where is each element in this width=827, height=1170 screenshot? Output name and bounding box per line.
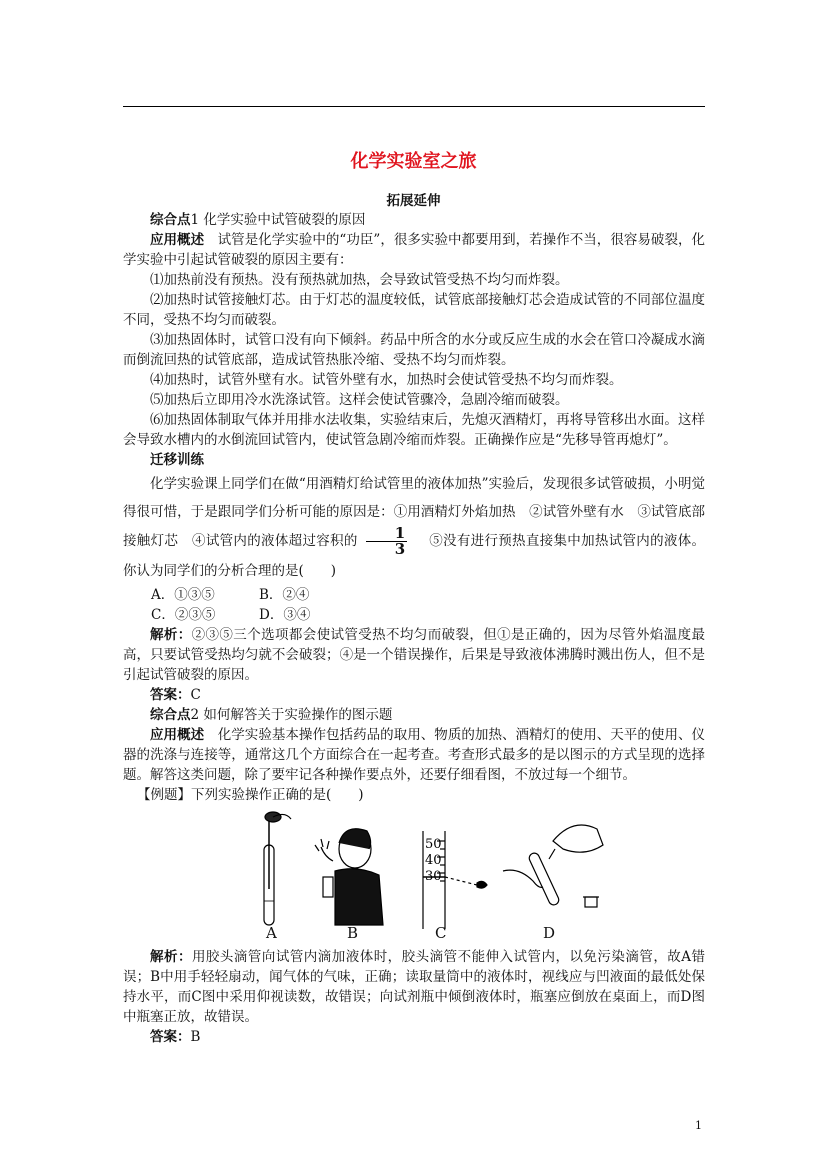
section1-point: ⑴加热前没有预热。没有预热就加热，会导致试管受热不均匀而炸裂。 xyxy=(150,272,569,288)
section1-point: ⑶加热固体时，试管口没有向下倾斜。药品中所含的水分或反应生成的水会在管口冷凝成水滴而倒流回热的试管底部，造成试管热胀冷缩、受热不均匀而炸裂。 xyxy=(123,332,705,368)
fraction-one-third: $\frac{1}{3}$ xyxy=(366,526,407,557)
illustration-b-smelling xyxy=(315,829,383,925)
cylinder-tick-40: 40 xyxy=(425,853,442,868)
option-b: B．②④ xyxy=(259,587,310,603)
option-a: A．①③⑤ xyxy=(151,587,215,603)
figure-label-d: D xyxy=(543,924,556,942)
section2-heading: 综合点2 如何解答关于实验操作的图示题 xyxy=(150,707,393,723)
section2-analysis: 解析：用胶头滴管向试管内滴加液体时，胶头滴管不能伸入试管内，以免污染滴管，故A错误；B中用手轻轻扇动，闻气体的气味，正确；读取量筒中的液体时，视线应与凹液面的最低处保持水平，而C图中采用仰视读数，故错误；向试剂瓶中倾倒液体时，瓶塞应倒放在桌面上，而D图中瓶塞正放，故错误。 xyxy=(123,949,706,1025)
option-d: D．③④ xyxy=(259,607,311,623)
section1-answer: 答案：C xyxy=(150,687,201,703)
example-question: 【例题】下列实验操作正确的是( ) xyxy=(137,787,364,803)
illustration-a-dropper xyxy=(264,812,291,925)
header-rule xyxy=(123,106,705,107)
document-title: 化学实验室之旅 xyxy=(350,151,477,172)
section1-point: ⑵加热时试管接触灯芯。由于灯芯的温度较低，试管底部接触灯芯会造成试管的不同部位温度不同，受热不均匀而破裂。 xyxy=(123,292,705,328)
figure-label-c: C xyxy=(435,924,447,942)
section1-point: ⑹加热固体制取气体并用排水法收集，实验结束后，先熄灭酒精灯，再将导管移出水面。这样会导致水槽内的水倒流回试管内，使试管急剧冷缩而炸裂。正确操作应是“先移导管再熄灯”。 xyxy=(123,412,705,448)
illustration-d-pouring xyxy=(503,825,603,907)
page-number: 1 xyxy=(695,1119,702,1132)
section2-overview: 应用概述 化学实验基本操作包括药品的取用、物质的加热、酒精灯的使用、天平的使用、仪器的洗涤与连接等，通常这几个方面综合在一起考查。考查形式最多的是以图示的方式呈现的选择题。解答这类问题，除了要牢记各种操作要点外，还要仔细看图，不放过每一个细节。 xyxy=(123,727,706,783)
figure-label-a: A xyxy=(266,924,277,942)
options-row xyxy=(123,605,705,625)
options-row xyxy=(123,585,705,605)
section2-answer: 答案：B xyxy=(150,1029,201,1045)
example-figure xyxy=(123,811,705,943)
cylinder-tick-50: 50 xyxy=(425,837,442,852)
experiment-illustrations xyxy=(123,811,705,943)
cylinder-tick-30: 30 xyxy=(425,869,442,884)
practice-question: 化学实验课上同学们在做“用酒精灯给试管里的液体加热”实验后，发现很多试管破损，小明觉得很可惜，于是跟同学们分析可能的原因是：①用酒精灯外焰加热 ②试管外壁有水 ③试管底部接触灯芯 ④试管内的液体超过容积的 $\frac{1}{3}$ ⑤没有进行预热直接集中加热试管内的液体。你认为同学们的分析合理的是( ) xyxy=(123,476,706,579)
section1-heading: 综合点1 化学实验中试管破裂的原因 xyxy=(150,212,366,228)
figure-label-b: B xyxy=(347,924,359,942)
document-body xyxy=(123,210,705,1047)
practice-heading: 迁移训练 xyxy=(150,452,204,468)
option-c: C．②③⑤ xyxy=(151,607,216,623)
section1-analysis: 解析：②③⑤三个选项都会使试管受热不均匀而破裂，但①是正确的，因为尽管外焰温度最高，只要试管受热均匀就不会破裂；④是一个错误操作，后果是导致液体沸腾时溅出伤人，但不是引起试管破裂的原因。 xyxy=(123,627,706,683)
section-subtitle: 拓展延伸 xyxy=(386,193,441,209)
section1-point: ⑷加热时，试管外壁有水。试管外壁有水，加热时会使试管受热不均匀而炸裂。 xyxy=(150,372,623,388)
section1-point: ⑸加热后立即用冷水洗涤试管。这样会使试管骤冷，急剧冷缩而破裂。 xyxy=(150,392,569,408)
section1-overview: 应用概述 试管是化学实验中的“功臣”，很多实验中都要用到，若操作不当，很容易破裂，化学实验中引起试管破裂的原因主要有： xyxy=(123,232,706,268)
